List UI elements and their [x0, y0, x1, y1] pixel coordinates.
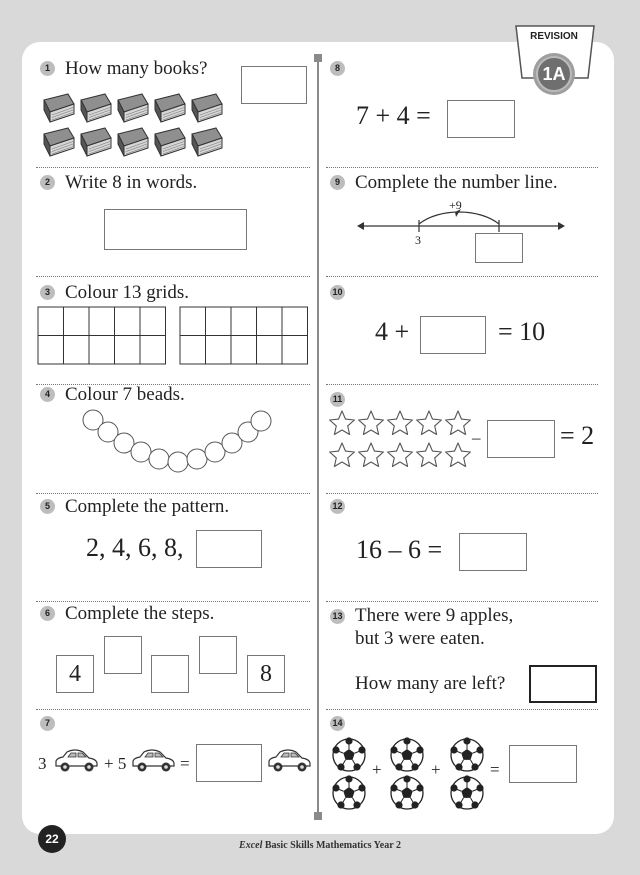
separator [326, 167, 598, 168]
equation-q8: 7 + 4 = [356, 101, 431, 130]
grid-cell[interactable] [140, 307, 166, 336]
star-icon [417, 443, 442, 467]
separator [36, 167, 310, 168]
book-icon [155, 128, 185, 156]
grid-cell[interactable] [89, 307, 115, 336]
badge-code: 1A [542, 64, 566, 84]
jump-label: +9 [449, 198, 462, 212]
grid-cell[interactable] [115, 336, 141, 365]
question-text: How many books? [65, 58, 208, 79]
separator [326, 601, 598, 602]
grid-cell[interactable] [206, 307, 232, 336]
question-number: 8 [330, 61, 345, 76]
footer-title: Basic Skills Mathematics Year 2 [264, 840, 401, 851]
grid-cell[interactable] [89, 336, 115, 365]
separator [326, 709, 598, 710]
book-icon [192, 94, 222, 122]
grid-cell[interactable] [180, 336, 206, 365]
grid-cell[interactable] [64, 336, 90, 365]
book-icon [44, 94, 74, 122]
star-icon [330, 443, 355, 467]
step-box-2[interactable] [104, 636, 142, 674]
star-icon [388, 443, 413, 467]
bead[interactable] [187, 449, 207, 469]
car-equals: = [180, 754, 190, 773]
answer-box-q13[interactable] [529, 665, 597, 703]
grid-cell[interactable] [257, 307, 283, 336]
grid-cell[interactable] [257, 336, 283, 365]
star-icon [359, 443, 384, 467]
equals-sign: = [490, 760, 500, 779]
page-number: 22 [38, 825, 66, 853]
separator [36, 601, 310, 602]
bead[interactable] [168, 452, 188, 472]
step-box-first [56, 655, 94, 693]
question-number: 11 [330, 392, 345, 407]
grid-cell[interactable] [282, 336, 308, 365]
star-icon [388, 411, 413, 435]
book-icon [44, 128, 74, 156]
grid-cell[interactable] [206, 336, 232, 365]
soccer-ball-icon [450, 776, 484, 810]
grid-cell[interactable] [64, 307, 90, 336]
book-icon [81, 128, 111, 156]
divider-cap-bottom [314, 812, 322, 820]
question-number: 10 [330, 285, 345, 300]
equation-right-q11: = 2 [560, 421, 595, 450]
ten-frame[interactable] [38, 307, 166, 364]
grid-cell[interactable] [231, 336, 257, 365]
car-icon [130, 748, 176, 774]
divider-cap-top [314, 54, 322, 62]
grid-cell[interactable] [180, 307, 206, 336]
answer-box-q1[interactable] [241, 66, 307, 104]
soccer-ball-icon [332, 738, 366, 772]
soccer-ball-icon [390, 776, 424, 810]
step-box-3[interactable] [151, 655, 189, 693]
ten-frame-grids[interactable] [38, 307, 310, 367]
question-number: 5 [40, 499, 55, 514]
footer [0, 840, 640, 851]
question-number: 14 [330, 716, 345, 731]
separator [326, 276, 598, 277]
soccer-ball-icon [332, 776, 366, 810]
equation-right-q10: = 10 [498, 317, 546, 346]
answer-box-q2[interactable] [104, 209, 247, 250]
step-box-4[interactable] [199, 636, 237, 674]
answer-box-q9[interactable] [475, 233, 523, 263]
question-number: 4 [40, 387, 55, 402]
bead[interactable] [149, 449, 169, 469]
car-icon [266, 748, 312, 774]
question-text: Complete the number line. [355, 172, 558, 193]
soccer-ball-icon [390, 738, 424, 772]
question-number: 2 [40, 175, 55, 190]
start-label: 3 [415, 233, 421, 247]
bead[interactable] [251, 411, 271, 431]
plus-sign: + [372, 760, 382, 779]
separator [326, 384, 598, 385]
question-number: 3 [40, 285, 55, 300]
answer-box-q7[interactable] [196, 744, 262, 782]
book-icon [118, 94, 148, 122]
star-icon [330, 411, 355, 435]
soccer-ball-icon [450, 738, 484, 772]
question-text: Write 8 in words. [65, 172, 198, 193]
step-value-last: 8 [260, 661, 272, 687]
answer-box-q5[interactable] [196, 530, 262, 568]
question-number: 13 [330, 609, 345, 624]
separator [326, 493, 598, 494]
number-line [355, 198, 570, 268]
book-icon [118, 128, 148, 156]
question-text: Complete the steps. [65, 603, 215, 624]
answer-box-q11[interactable] [487, 420, 555, 458]
grid-cell[interactable] [231, 307, 257, 336]
pattern-sequence: 2, 4, 6, 8, [86, 533, 184, 562]
answer-box-q10[interactable] [420, 316, 486, 354]
question-line-1: There were 9 apples, [355, 605, 514, 626]
car-icon [53, 748, 99, 774]
equation-left-q10: 4 + [375, 317, 410, 346]
answer-box-q14[interactable] [509, 745, 577, 783]
book-icon [81, 94, 111, 122]
question-number: 6 [40, 606, 55, 621]
minus-sign: – [472, 428, 481, 447]
book-icon [192, 128, 222, 156]
plus-sign: + [431, 760, 441, 779]
question-number: 1 [40, 61, 55, 76]
answer-box-q8[interactable] [447, 100, 515, 138]
grid-cell[interactable] [140, 336, 166, 365]
grid-cell[interactable] [282, 307, 308, 336]
step-value-first: 4 [69, 661, 81, 687]
star-icon [446, 443, 471, 467]
separator [36, 276, 310, 277]
bead[interactable] [131, 442, 151, 462]
star-icon [359, 411, 384, 435]
question-number: 12 [330, 499, 345, 514]
star-icon [446, 411, 471, 435]
books-illustration [40, 92, 230, 162]
separator [36, 493, 310, 494]
equation-q12: 16 – 6 = [356, 535, 443, 564]
footer-brand: Excel [239, 840, 263, 851]
ten-frame[interactable] [180, 307, 308, 364]
beads-string[interactable] [80, 410, 270, 485]
question-number: 7 [40, 716, 55, 731]
separator [36, 709, 310, 710]
car-count-a: 3 [38, 754, 47, 773]
question-text: Complete the pattern. [65, 496, 230, 517]
answer-box-q12[interactable] [459, 533, 527, 571]
question-line-2: but 3 were eaten. [355, 628, 485, 649]
grid-cell[interactable] [38, 307, 64, 336]
question-number: 9 [330, 175, 345, 190]
grid-cell[interactable] [115, 307, 141, 336]
car-plus-b: + 5 [104, 754, 127, 773]
grid-cell[interactable] [38, 336, 64, 365]
step-box-last [247, 655, 285, 693]
question-text: Colour 7 beads. [65, 384, 185, 405]
badge-label: REVISION [530, 31, 578, 42]
question-line-3: How many are left? [355, 673, 506, 694]
column-divider [317, 56, 319, 818]
question-text: Colour 13 grids. [65, 282, 190, 303]
stars-group [328, 408, 478, 474]
book-icon [155, 94, 185, 122]
star-icon [417, 411, 442, 435]
